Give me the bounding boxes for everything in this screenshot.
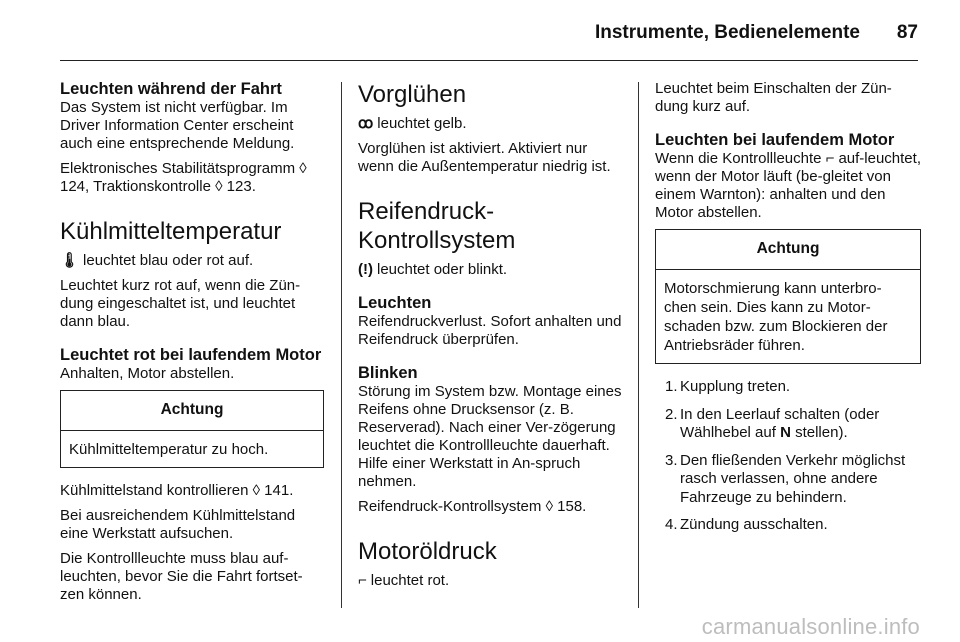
- warning-box-text: Motorschmierung kann unterbro-chen sein. Dies kann zu Motor-schaden bzw. zum Blockieren der Antriebsräder führen.: [664, 280, 888, 354]
- header-title: Instrumente, Bedienelemente: [594, 22, 860, 43]
- tire-pressure-icon: (!): [358, 261, 373, 278]
- heading-kuehlmitteltemperatur: Kühlmitteltemperatur: [60, 218, 282, 245]
- paragraph: ⌐ leuchtet rot.: [358, 572, 450, 589]
- heading-leuchten-bei-laufendem-motor: Leuchten bei laufendem Motor: [655, 131, 895, 149]
- warning-box-title: Achtung: [656, 230, 920, 270]
- column-1: [60, 80, 324, 611]
- column-2: [358, 80, 624, 597]
- column-divider-1: [341, 82, 342, 608]
- paragraph: Leuchtet kurz rot auf, wenn die Zün-dung eingeschaltet ist, und leuchtet dann blau.: [60, 277, 301, 330]
- paragraph: (!) leuchtet oder blinkt.: [358, 261, 508, 278]
- paragraph: Reifendruck-Kontrollsystem ◊ 158.: [358, 498, 587, 515]
- paragraph: Bei ausreichendem Kühlmittelstand eine Werkstatt aufsuchen.: [60, 507, 296, 542]
- list-item: 2. In den Leerlauf schalten (oder Wählhebel auf N stellen).: [665, 405, 880, 441]
- list-item: 4. Zündung ausschalten.: [665, 516, 828, 533]
- paragraph: Kühlmittelstand kontrollieren ◊ 141.: [60, 482, 294, 499]
- paragraph: ꝏ leuchtet gelb.: [358, 115, 467, 132]
- page-header: [60, 14, 918, 61]
- warning-box-text: Kühlmitteltemperatur zu hoch.: [69, 441, 269, 458]
- paragraph: 🌡 leuchtet blau oder rot auf.: [60, 252, 254, 269]
- paragraph: Reifendruckverlust. Sofort anhalten und Reifendruck überprüfen.: [358, 313, 622, 348]
- heading-leuchtet-rot: Leuchtet rot bei laufendem Motor: [60, 346, 322, 364]
- heading-leuchten-waehrend-fahrt: Leuchten während der Fahrt: [60, 80, 282, 98]
- column-3: [655, 80, 921, 544]
- column-divider-2: [638, 82, 639, 608]
- warning-box: [655, 229, 921, 364]
- watermark: carmanualsonline.info: [701, 614, 920, 639]
- heading-motoroeldruck: Motoröldruck: [358, 538, 497, 565]
- warning-box-title: Achtung: [61, 391, 323, 431]
- heading-leuchten: Leuchten: [358, 294, 432, 312]
- coolant-temperature-icon: 🌡: [60, 252, 80, 269]
- warning-box: [60, 390, 324, 468]
- paragraph: Elektronisches Stabilitätsprogramm ◊ 124, Traktionskontrolle ◊ 123.: [60, 160, 307, 195]
- paragraph: Wenn die Kontrollleuchte ⌐ auf-leuchtet, wenn der Motor läuft (be-gleitet von einem Warnton): anhalten und den Motor abstellen.: [655, 150, 921, 221]
- heading-vorgluehen: Vorglühen: [358, 81, 467, 108]
- list-item: 3. Den fließenden Verkehr möglichst rasch verlassen, ohne andere Fahrzeuge zu behindern.: [665, 451, 906, 506]
- glow-plug-icon: ꝏ: [358, 115, 374, 132]
- paragraph: Vorglühen ist aktiviert. Aktiviert nur wenn die Außentemperatur niedrig ist.: [358, 140, 611, 175]
- oil-pressure-icon: ⌐: [825, 150, 835, 167]
- heading-reifendruck-kontrollsystem: Reifendruck-Kontrollsystem: [358, 198, 516, 254]
- oil-pressure-icon: ⌐: [358, 572, 367, 589]
- paragraph: Anhalten, Motor abstellen.: [60, 365, 235, 382]
- paragraph: Leuchtet beim Einschalten der Zün-dung kurz auf.: [655, 80, 892, 115]
- steps-list: [655, 378, 921, 535]
- paragraph: Das System ist nicht verfügbar. Im Driver Information Center erscheint auch eine entsprechende Meldung.: [60, 99, 295, 152]
- paragraph: Störung im System bzw. Montage eines Reifens ohne Drucksensor (z. B. Reserverad). Nach einer Ver-zögerung leuchtet die Kontrollleuchte dauerhaft. Hilfe einer Werkstatt in An-spruch nehmen.: [358, 383, 622, 490]
- paragraph: Die Kontrollleuchte muss blau auf-leuchten, bevor Sie die Fahrt fortset-zen können.: [60, 550, 303, 603]
- heading-blinken: Blinken: [358, 364, 418, 382]
- list-item: 1. Kupplung treten.: [665, 378, 791, 395]
- page-number: 87: [896, 22, 918, 43]
